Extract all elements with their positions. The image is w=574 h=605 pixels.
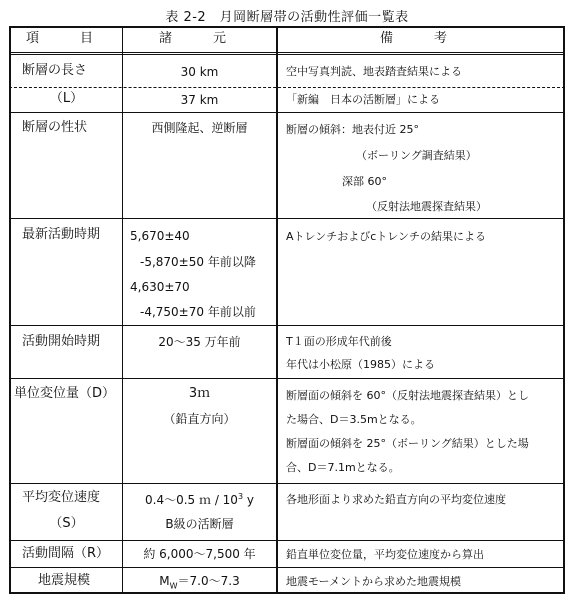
row-nature-remark-2: （ボーリング調査結果） — [356, 149, 477, 162]
row-divider — [9, 483, 565, 484]
row-length-label-sub: （L） — [49, 91, 84, 106]
magnitude-range: ＝7.0～7.3 — [177, 574, 240, 588]
row-magnitude-remark: 地震モーメントから求めた地震規模 — [286, 575, 462, 588]
header-remarks: 備 考 — [379, 31, 461, 46]
header-rule — [9, 52, 565, 55]
row-start-remark-2: 年代は小松原（1985）による — [286, 358, 435, 371]
row-displacement-label: 単位変位量（D） — [14, 386, 116, 401]
row-displacement-value-dir: （鉛直方向） — [163, 412, 236, 426]
row-latest-value-2: -5,870±50 年前以降 — [140, 255, 256, 269]
row-displacement-value: 3ｍ — [188, 386, 211, 401]
row-velocity-class: B級の活断層 — [165, 517, 234, 531]
row-magnitude-value — [123, 573, 276, 589]
row-start-remark-1: T１面の形成年代前後 — [286, 335, 392, 348]
row-divider — [9, 378, 565, 379]
row-divider — [9, 218, 565, 219]
magnitude-symbol: M — [159, 574, 170, 588]
row-latest-value-3: 4,630±70 — [130, 280, 190, 294]
row-divider — [9, 567, 565, 568]
row-divider — [9, 540, 565, 541]
row-length-value-alt: 37 km — [180, 93, 219, 107]
row-nature-remark-4: （反射法地震探査結果） — [366, 200, 487, 213]
row-start-value: 20～35 万年前 — [158, 335, 241, 349]
row-latest-value-1: 5,670±40 — [130, 229, 190, 243]
row-length-value: 30 km — [180, 65, 219, 79]
row-divider — [9, 325, 565, 326]
row-magnitude-label: 地震規模 — [38, 573, 91, 588]
row-velocity-label-sub: （S） — [49, 516, 84, 531]
row-interval-value: 約 6,000～7,500 年 — [143, 547, 256, 561]
row-latest-value-4: -4,750±70 年前以前 — [140, 305, 256, 319]
row-start-label: 活動開始時期 — [22, 334, 101, 349]
header-item: 項 目 — [25, 31, 107, 46]
row-nature-remark-3: 深部 60° — [342, 175, 387, 188]
row-velocity-label: 平均変位速度 — [22, 490, 101, 505]
row-displacement-remark-2: た場合、D＝3.5mとなる。 — [286, 413, 422, 426]
row-nature-remark-1: 断層の傾斜：地表付近 25° — [286, 123, 419, 136]
magnitude-subscript: W — [169, 581, 178, 591]
row-length-remark-alt: 「新編 日本の活断層」による — [286, 93, 440, 106]
row-interval-label: 活動間隔（R） — [22, 546, 110, 561]
row-velocity-value — [123, 492, 276, 508]
row-displacement-remark-4: 合、D＝7.1mとなる。 — [286, 461, 400, 474]
row-latest-remark: Aトレンチおよびcトレンチの結果による — [286, 230, 487, 243]
row-length-label: 断層の長さ — [22, 63, 88, 78]
velocity-value-text: 0.4～0.5 ｍ / 10 — [145, 493, 238, 507]
row-displacement-remark-3: 断層面の傾斜を 25°（ボーリング結果）とした場 — [286, 437, 529, 450]
row-nature-label: 断層の性状 — [22, 120, 88, 135]
row-interval-remark: 鉛直単位変位量，平均変位速度から算出 — [286, 548, 484, 561]
row-latest-label: 最新活動時期 — [22, 227, 101, 242]
velocity-exponent: 3 — [237, 492, 244, 501]
row-velocity-remark: 各地形面より求めた鉛直方向の平均変位速度 — [286, 493, 506, 506]
row-divider — [9, 112, 565, 113]
header-value: 諸 元 — [158, 31, 240, 46]
table-title: 表 2-2 月岡断層帯の活動性評価一覧表 — [165, 10, 409, 25]
row-nature-value: 西側隆起、逆断層 — [151, 121, 248, 135]
row-sub-divider — [9, 87, 565, 88]
row-length-remark: 空中写真判読、地表踏査結果による — [286, 65, 462, 78]
row-displacement-remark-1: 断層面の傾斜を 60°（反射法地震探査結果）とし — [286, 389, 529, 402]
velocity-unit: y — [243, 493, 254, 507]
